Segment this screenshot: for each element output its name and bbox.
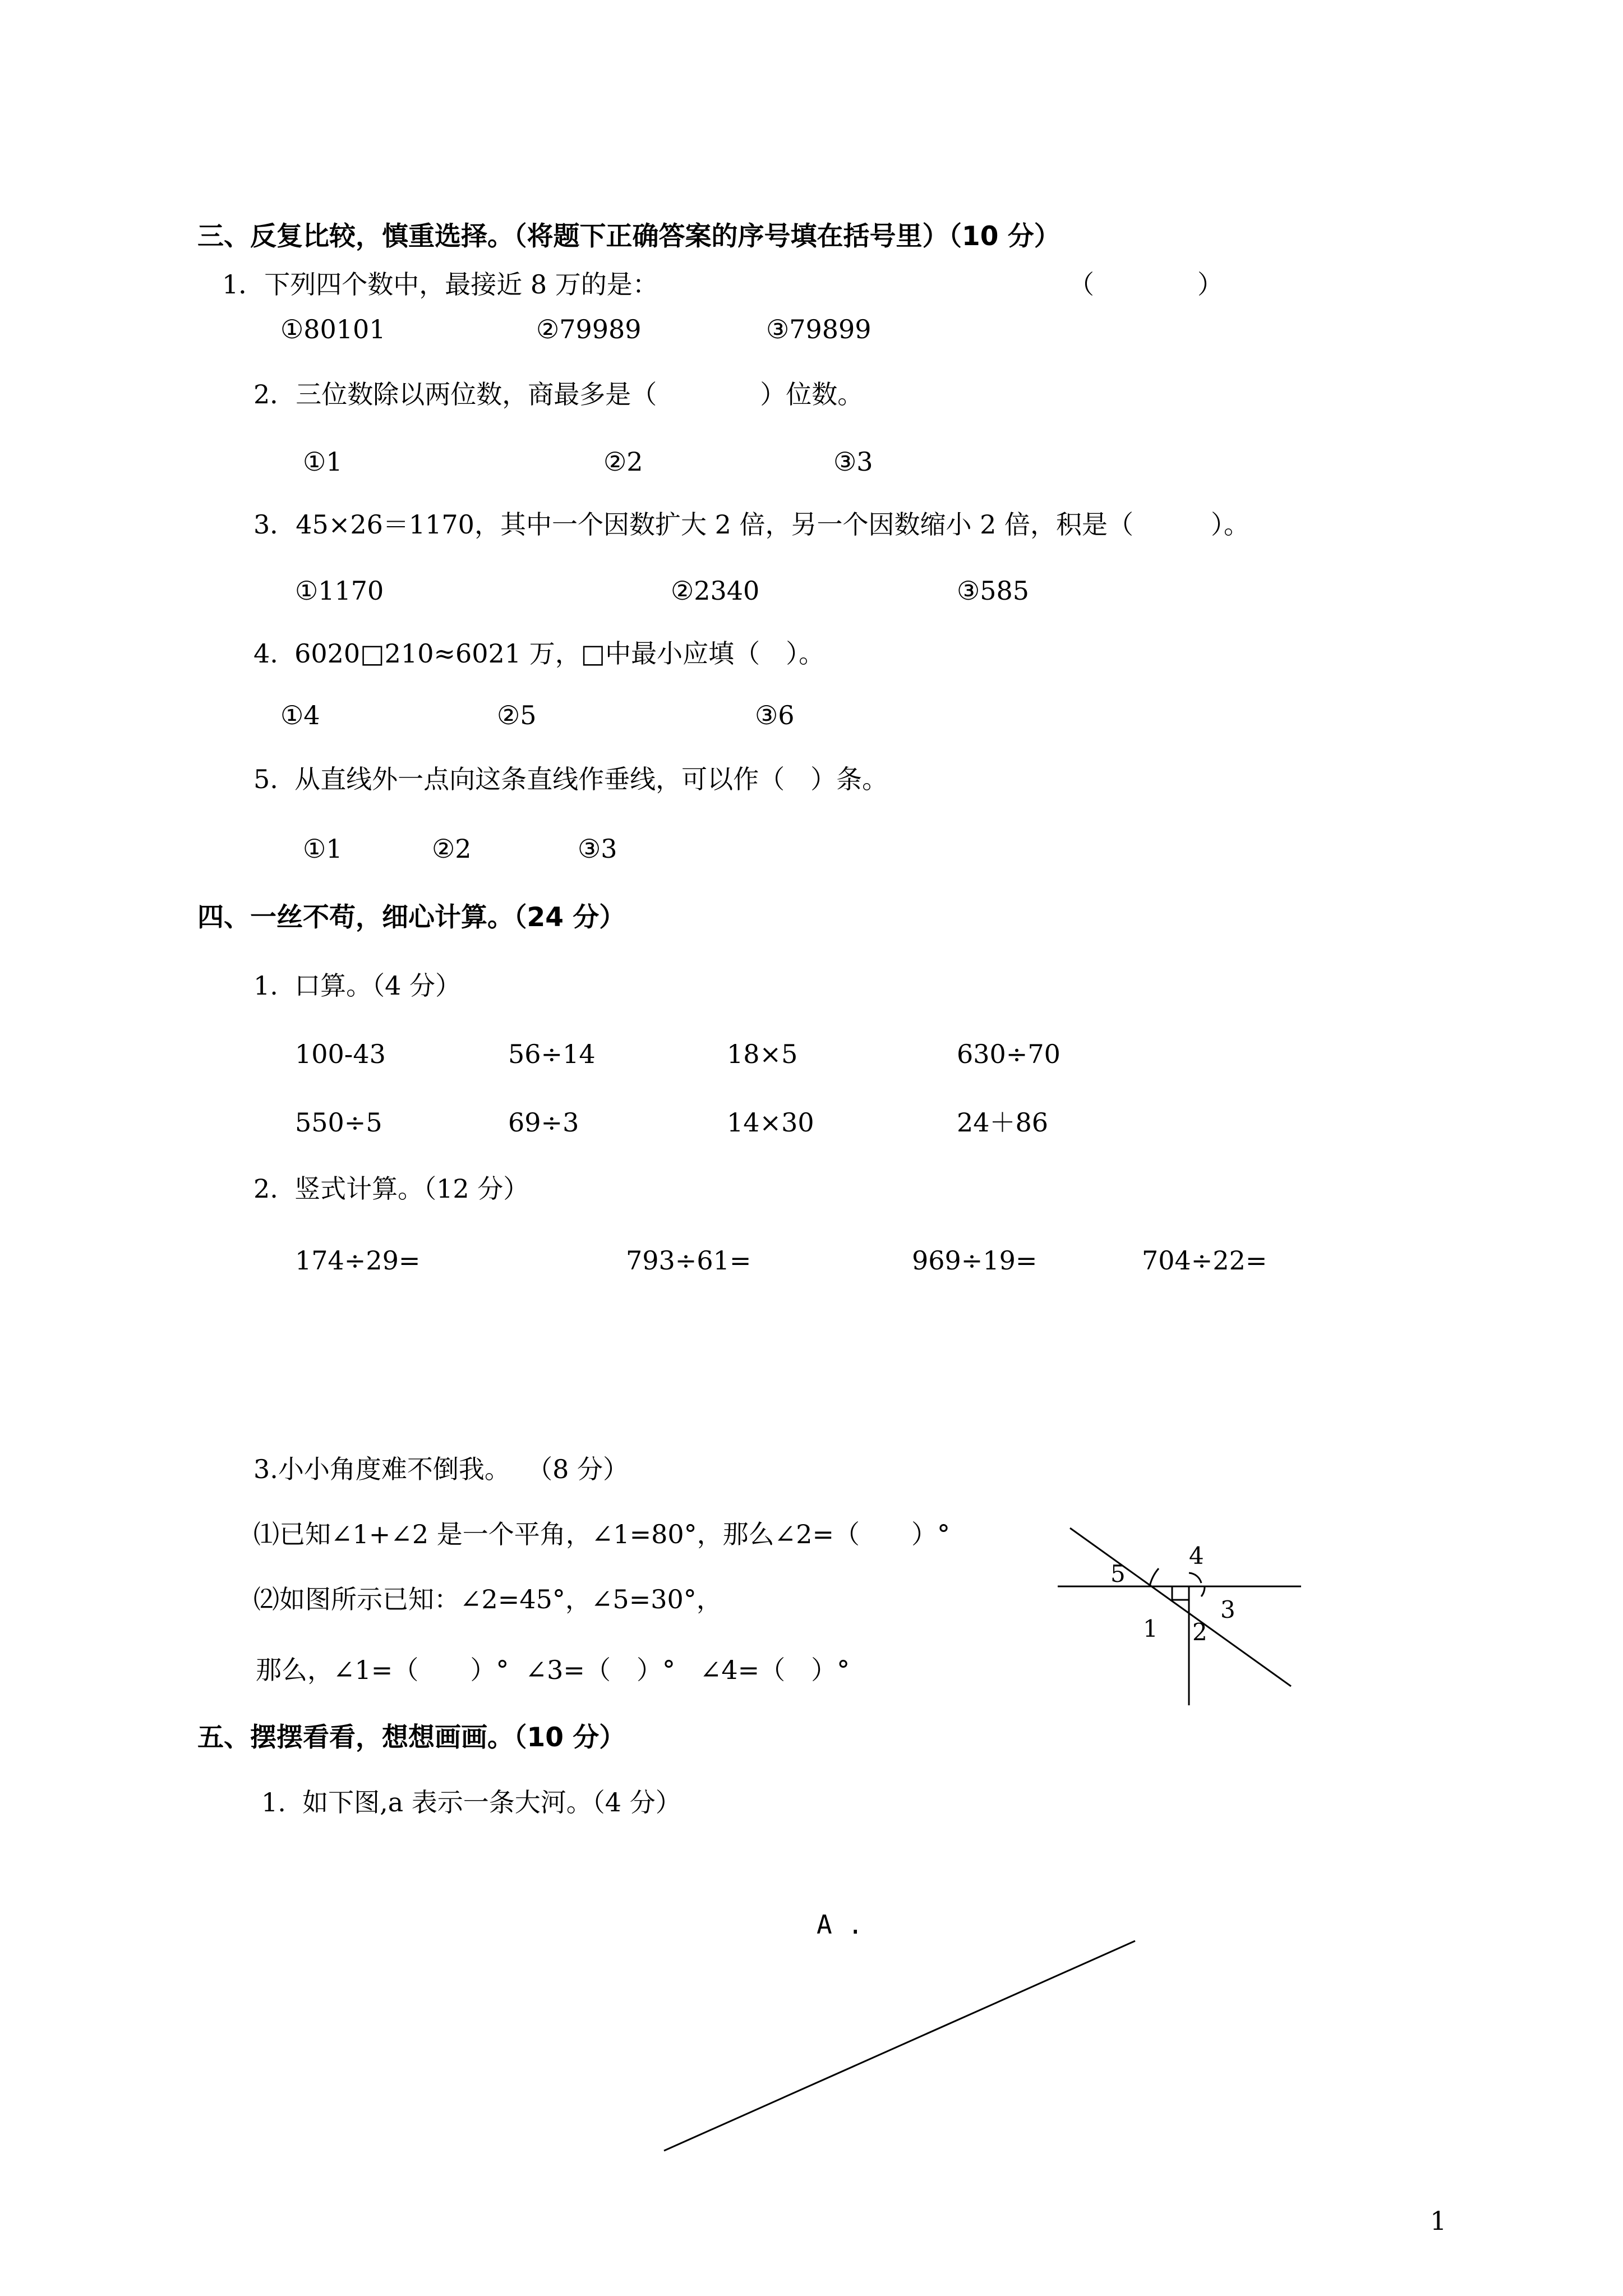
section5-heading: 五、摆摆看看，想想画画。（10 分） bbox=[197, 1722, 626, 1753]
oral-item: 56÷14 bbox=[508, 1039, 596, 1069]
q5-option-1: ①1 bbox=[303, 834, 343, 864]
angles-line-1: ⑴已知∠1+∠2 是一个平角，∠1=80°，那么∠2=（ ）° bbox=[253, 1519, 951, 1549]
q2-option-2: ②2 bbox=[603, 447, 643, 477]
vertical-item: 704÷22= bbox=[1142, 1245, 1267, 1276]
q4-text: 4. 6020□210≈6021 万，□中最小应填（ ）。 bbox=[253, 638, 825, 669]
q4-option-3: ③6 bbox=[755, 700, 795, 730]
oral-calc-title: 1. 口算。（4 分） bbox=[253, 970, 462, 1001]
q5-option-2: ②2 bbox=[432, 834, 472, 864]
oral-item: 18×5 bbox=[727, 1039, 798, 1069]
angles-line-2: ⑵如图所示已知：∠2=45°，∠5=30°， bbox=[253, 1584, 722, 1614]
q3-option-1: ①1170 bbox=[295, 576, 384, 606]
oral-item: 630÷70 bbox=[957, 1039, 1061, 1069]
vertical-calc-title: 2. 竖式计算。（12 分） bbox=[253, 1174, 529, 1204]
q2-text: 2．三位数除以两位数，商最多是（ ）位数。 bbox=[253, 379, 864, 409]
angle-label-4: 4 bbox=[1189, 1542, 1204, 1570]
q4-option-1: ①4 bbox=[280, 700, 320, 730]
angle-label-3: 3 bbox=[1220, 1596, 1235, 1623]
q5-text: 5. 从直线外一点向这条直线作垂线，可以作（ ）条。 bbox=[253, 764, 888, 794]
q3-text: 3．45×26＝1170，其中一个因数扩大 2 倍，另一个因数缩小 2 倍，积是（ ）。 bbox=[253, 509, 1249, 540]
oral-item: 550÷5 bbox=[295, 1107, 382, 1138]
q1-answer-blank: （ ） bbox=[1068, 269, 1223, 300]
page-number: 1 bbox=[1430, 2206, 1447, 2236]
vertical-item: 174÷29= bbox=[295, 1245, 421, 1276]
point-a-label: A . bbox=[817, 1910, 864, 1940]
section5-q1-text: 1. 如下图,a 表示一条大河。（4 分） bbox=[261, 1787, 681, 1818]
q2-option-1: ①1 bbox=[303, 447, 343, 477]
q5-option-3: ③3 bbox=[578, 834, 617, 864]
oral-item: 14×30 bbox=[727, 1107, 814, 1138]
angle-label-5: 5 bbox=[1110, 1560, 1126, 1588]
angle-label-1: 1 bbox=[1143, 1615, 1158, 1642]
section3-heading: 三、反复比较，慎重选择。（将题下正确答案的序号填在括号里）（10 分） bbox=[197, 221, 1061, 252]
section4-heading: 四、一丝不苟，细心计算。（24 分） bbox=[197, 902, 626, 933]
q1-option-1: ①80101 bbox=[280, 314, 386, 344]
q2-option-3: ③3 bbox=[833, 447, 873, 477]
angles-line-3: 那么，∠1=（ ）° ∠3=（ ）° ∠4=（ ）° bbox=[256, 1655, 850, 1685]
vertical-item: 969÷19= bbox=[912, 1245, 1038, 1276]
oral-item: 24＋86 bbox=[957, 1107, 1049, 1138]
oral-item: 69÷3 bbox=[508, 1107, 579, 1138]
q3-option-3: ③585 bbox=[957, 576, 1030, 606]
q1-text: 1．下列四个数中，最接近 8 万的是： bbox=[222, 269, 658, 300]
angles-title: 3.小小角度难不倒我。 （8 分） bbox=[253, 1454, 629, 1484]
oral-item: 100-43 bbox=[295, 1039, 386, 1069]
vertical-item: 793÷61= bbox=[626, 1245, 751, 1276]
q1-option-3: ③79899 bbox=[766, 314, 872, 344]
q1-option-2: ②79989 bbox=[536, 314, 642, 344]
q3-option-2: ②2340 bbox=[671, 576, 760, 606]
q4-option-2: ②5 bbox=[497, 700, 537, 730]
angle-label-2: 2 bbox=[1192, 1618, 1207, 1646]
